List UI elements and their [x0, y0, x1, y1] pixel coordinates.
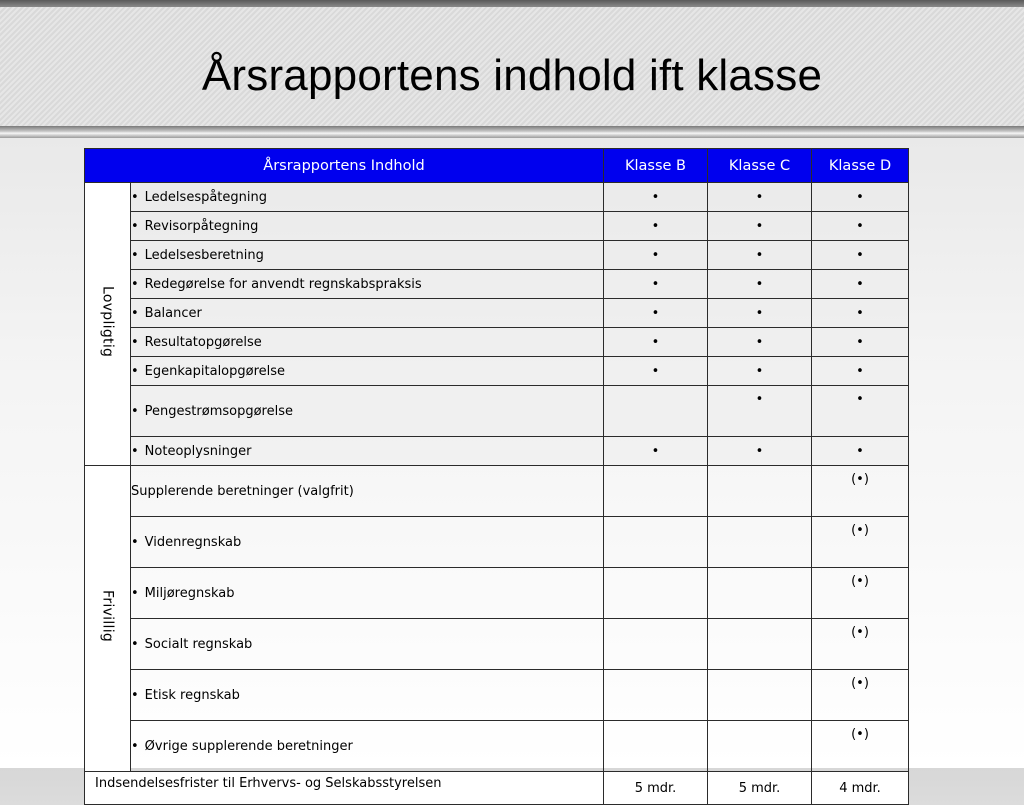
mark-class-b [604, 670, 708, 721]
mark-class-d: • [812, 212, 909, 241]
table-row [85, 299, 909, 328]
mark-class-c: • [708, 328, 812, 357]
mark-class-c [708, 721, 812, 772]
header-class-d: Klasse D [812, 149, 909, 183]
mark-class-d: (•) [812, 517, 909, 568]
mark-class-c [708, 517, 812, 568]
row-item: • Øvrige supplerende beretninger [131, 721, 604, 772]
header-class-c: Klasse C [708, 149, 812, 183]
table-row [85, 328, 909, 357]
mark-class-d: • [812, 299, 909, 328]
table-row [85, 568, 909, 619]
mark-class-b [604, 619, 708, 670]
header-bottom-bar [0, 126, 1024, 138]
row-item: • Pengestrømsopgørelse [131, 386, 604, 437]
mark-class-c: • [708, 212, 812, 241]
mark-class-d: • [812, 386, 909, 437]
mark-class-d: • [812, 241, 909, 270]
mark-class-d: • [812, 357, 909, 386]
group-label-text: Lovpligtig [99, 286, 116, 358]
row-item: • Videnregnskab [131, 517, 604, 568]
mark-class-b: • [604, 299, 708, 328]
group-label-text: Frivillig [99, 590, 116, 643]
mark-class-d: • [812, 270, 909, 299]
table-row [85, 212, 909, 241]
row-item: • Miljøregnskab [131, 568, 604, 619]
mark-class-c: • [708, 241, 812, 270]
table-footer-row [85, 772, 909, 805]
row-item: • Etisk regnskab [131, 670, 604, 721]
row-item: • Noteoplysninger [131, 437, 604, 466]
mark-class-b: • [604, 357, 708, 386]
mark-class-c: • [708, 270, 812, 299]
mark-class-b: • [604, 183, 708, 212]
footer-class-c: 5 mdr. [708, 772, 812, 805]
group-label-optional [85, 466, 131, 772]
mark-class-d: • [812, 183, 909, 212]
table-row [85, 517, 909, 568]
table-row [85, 241, 909, 270]
mark-class-b: • [604, 328, 708, 357]
table-row [85, 670, 909, 721]
header-content: Årsrapportens Indhold [85, 149, 604, 183]
table-row [85, 183, 909, 212]
mark-class-c [708, 466, 812, 517]
mark-class-c: • [708, 183, 812, 212]
row-item: • Egenkapitalopgørelse [131, 357, 604, 386]
row-item: • Balancer [131, 299, 604, 328]
mark-class-c [708, 568, 812, 619]
mark-class-d: • [812, 328, 909, 357]
mark-class-d: (•) [812, 670, 909, 721]
table-header-row [85, 149, 909, 183]
mark-class-b [604, 568, 708, 619]
mark-class-c [708, 619, 812, 670]
mark-class-d: • [812, 437, 909, 466]
mark-class-d: (•) [812, 466, 909, 517]
footer-class-b: 5 mdr. [604, 772, 708, 805]
row-item: • Ledelsesberetning [131, 241, 604, 270]
content-class-table [84, 148, 909, 805]
mark-class-d: (•) [812, 721, 909, 772]
table-row [85, 619, 909, 670]
footer-label: Indsendelsesfrister til Erhvervs- og Selskabsstyrelsen [85, 772, 604, 805]
table-row [85, 466, 909, 517]
row-item: • Ledelsespåtegning [131, 183, 604, 212]
mark-class-b [604, 517, 708, 568]
mark-class-c: • [708, 386, 812, 437]
table-row [85, 386, 909, 437]
mark-class-d: (•) [812, 568, 909, 619]
row-item-intro: Supplerende beretninger (valgfrit) [131, 466, 604, 517]
mark-class-c: • [708, 299, 812, 328]
slide-title: Årsrapportens indhold ift klasse [201, 51, 823, 100]
group-label-mandatory [85, 183, 131, 466]
table-row [85, 270, 909, 299]
mark-class-d: (•) [812, 619, 909, 670]
row-item: • Resultatopgørelse [131, 328, 604, 357]
row-item: • Socialt regnskab [131, 619, 604, 670]
mark-class-c [708, 670, 812, 721]
table-row [85, 721, 909, 772]
mark-class-b: • [604, 437, 708, 466]
table-row [85, 437, 909, 466]
mark-class-b [604, 466, 708, 517]
table-row [85, 357, 909, 386]
header-class-b: Klasse B [604, 149, 708, 183]
row-item: • Redegørelse for anvendt regnskabspraksis [131, 270, 604, 299]
mark-class-b [604, 386, 708, 437]
mark-class-b: • [604, 270, 708, 299]
mark-class-b: • [604, 241, 708, 270]
mark-class-c: • [708, 437, 812, 466]
header-top-bar [0, 0, 1024, 7]
mark-class-b [604, 721, 708, 772]
mark-class-b: • [604, 212, 708, 241]
mark-class-c: • [708, 357, 812, 386]
row-item: • Revisorpåtegning [131, 212, 604, 241]
footer-class-d: 4 mdr. [812, 772, 909, 805]
